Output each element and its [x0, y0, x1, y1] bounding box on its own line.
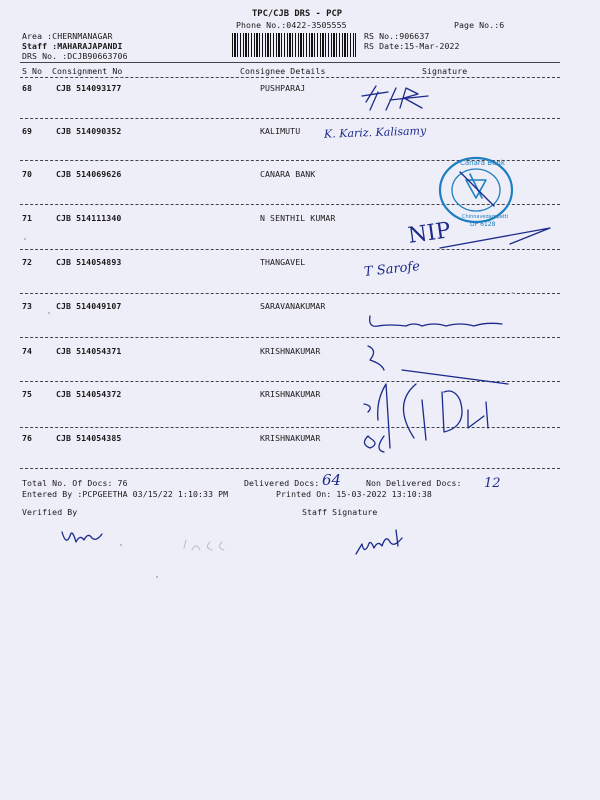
row-consignee: N SENTHIL KUMAR: [260, 213, 336, 223]
row-sno: 68: [22, 83, 33, 93]
non-delivered-docs-label: Non Delivered Docs:: [366, 478, 462, 488]
delivered-docs-label: Delivered Docs:: [244, 478, 320, 488]
row-sno: 73: [22, 301, 33, 311]
faint-mark: [176, 536, 236, 556]
row-consignee: KALIMUTU: [260, 126, 301, 136]
signature-row-69: K. Kariz. Kalisamy: [323, 124, 427, 141]
signature-row-73: [366, 310, 516, 336]
column-sno: S No: [22, 66, 43, 76]
row-consignee: KRISHNAKUMAR: [260, 389, 321, 399]
column-consignee: Consignee Details: [240, 66, 326, 76]
stamp-bottom-text: DP 6128: [470, 221, 496, 228]
header-rule-top: [20, 62, 560, 63]
signature-row-68: [356, 80, 446, 120]
signature-rows-74-76: [356, 340, 516, 455]
page-title: TPC/CJB DRS - PCP: [252, 9, 343, 19]
row-sno: 72: [22, 257, 33, 267]
delivered-docs-value: 64: [322, 471, 342, 489]
barcode: [232, 33, 356, 57]
column-signature: Signature: [422, 66, 468, 76]
row-consignment: CJB 514069626: [56, 169, 122, 179]
page-number: Page No.:6: [454, 20, 505, 30]
row-separator: [20, 337, 560, 338]
verified-by-label: Verified By: [22, 507, 78, 517]
row-separator: [20, 118, 560, 119]
row-sno: 69: [22, 126, 33, 136]
column-consignment: Consignment No: [52, 66, 123, 76]
row-consignment: CJB 514049107: [56, 301, 122, 311]
row-sno: 74: [22, 346, 33, 356]
area-field: Area :CHERNMANAGAR: [22, 31, 113, 41]
row-separator: [20, 468, 560, 469]
row-sno: 71: [22, 213, 33, 223]
staff-field: Staff :MAHARAJAPANDI: [22, 41, 123, 51]
verified-by-signature: [58, 524, 108, 550]
printed-on: Printed On: 15-03-2022 13:10:38: [276, 489, 432, 499]
rs-date: RS Date:15-Mar-2022: [364, 41, 460, 51]
total-docs: Total No. Of Docs: 76: [22, 478, 128, 488]
row-consignee: KRISHNAKUMAR: [260, 433, 321, 443]
staff-signature: [352, 524, 412, 564]
row-separator: [20, 293, 560, 294]
row-consignment: CJB 514054371: [56, 346, 122, 356]
signature-row-71-stroke: [440, 222, 560, 252]
staff-signature-label: Staff Signature: [302, 507, 378, 517]
row-consignee: THANGAVEL: [260, 257, 306, 267]
row-consignee: SARAVANAKUMAR: [260, 301, 326, 311]
header-rule-bottom: [20, 77, 560, 78]
row-consignment: CJB 514054893: [56, 257, 122, 267]
row-sno: 75: [22, 389, 33, 399]
row-consignment: CJB 514111340: [56, 213, 122, 223]
rs-number: RS No.:906637: [364, 31, 430, 41]
row-sno: 76: [22, 433, 33, 443]
signature-row-72: T Sarofe: [363, 259, 421, 280]
row-consignment: CJB 514054385: [56, 433, 122, 443]
row-sno: 70: [22, 169, 33, 179]
stamp-top-text: Canara Bank: [460, 159, 505, 167]
row-consignee: KRISHNAKUMAR: [260, 346, 321, 356]
non-delivered-docs-value: 12: [484, 476, 501, 491]
row-consignee: PUSHPARAJ: [260, 83, 306, 93]
phone-number: Phone No.:0422-3505555: [236, 20, 347, 30]
stamp-middle-text: Chinnavedampatti: [462, 214, 509, 220]
row-consignment: CJB 514054372: [56, 389, 122, 399]
drs-number: DRS No. :DCJB90663706: [22, 51, 128, 61]
row-consignee: CANARA BANK: [260, 169, 316, 179]
signature-row-71: NIP: [406, 218, 453, 249]
row-consignment: CJB 514093177: [56, 83, 122, 93]
row-consignment: CJB 514090352: [56, 126, 122, 136]
entered-by: Entered By :PCPGEETHA 03/15/22 1:10:33 PM: [22, 489, 229, 499]
